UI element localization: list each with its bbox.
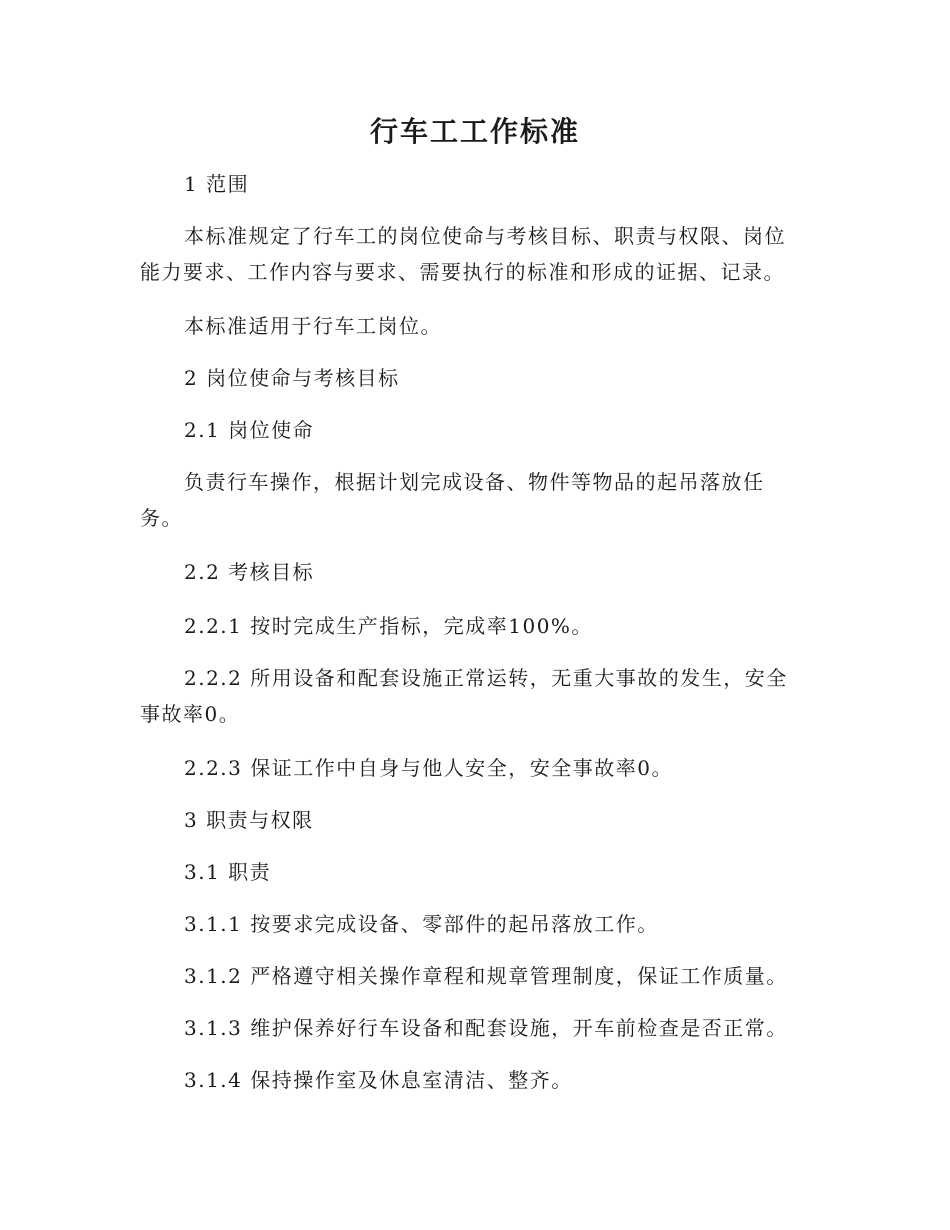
duty-item-1: 3.1.1 按要求完成设备、零部件的起吊落放工作。 xyxy=(184,912,659,936)
duty-item-3: 3.1.3 维护保养好行车设备和配套设施，开车前检查是否正常。 xyxy=(184,1016,788,1040)
duty-item-2: 3.1.2 严格遵守相关操作章程和规章管理制度，保证工作质量。 xyxy=(184,964,788,988)
target-item-1: 2.2.1 按时完成生产指标，完成率100%。 xyxy=(184,614,593,638)
section-heading-scope: 1 范围 xyxy=(184,172,250,196)
target-item-2: 2.2.2 所用设备和配套设施正常运转，无重大事故的发生，安全事故率0。 xyxy=(140,666,788,726)
applicability-paragraph: 本标准适用于行车工岗位。 xyxy=(184,314,442,338)
subsection-heading-mission: 2.1 岗位使命 xyxy=(184,418,315,442)
section-heading-mission: 2 岗位使命与考核目标 xyxy=(184,366,400,390)
duty-item-4: 3.1.4 保持操作室及休息室清洁、整齐。 xyxy=(184,1068,573,1092)
section-heading-duties: 3 职责与权限 xyxy=(184,808,314,832)
subsection-heading-duties: 3.1 职责 xyxy=(184,860,272,884)
document-title: 行车工工作标准 xyxy=(369,115,580,148)
mission-paragraph: 负责行车操作，根据计划完成设备、物件等物品的起吊落放任务。 xyxy=(140,470,765,530)
target-item-3: 2.2.3 保证工作中自身与他人安全，安全事故率0。 xyxy=(184,756,673,780)
scope-paragraph: 本标准规定了行车工的岗位使命与考核目标、职责与权限、岗位能力要求、工作内容与要求、需要执行的标准和形成的证据、记录。 xyxy=(140,224,786,284)
subsection-heading-targets: 2.2 考核目标 xyxy=(184,560,315,584)
